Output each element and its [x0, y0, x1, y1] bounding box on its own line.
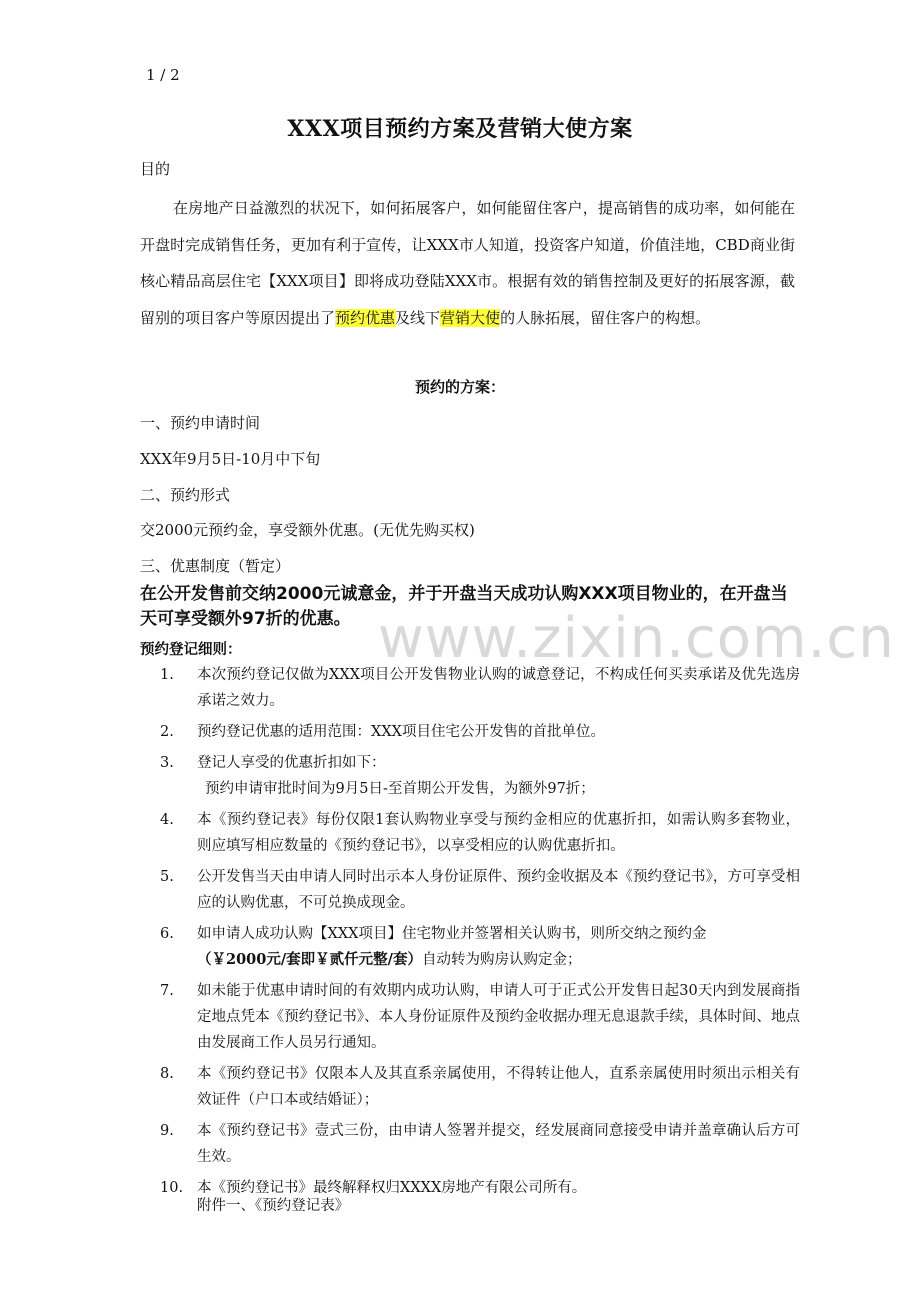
attachment-note: 附件一、《预约登记表》 — [197, 1198, 350, 1214]
list-item-subline: 预约申请审批时间为9月5日-至首期公开发售，为额外97折； — [205, 781, 595, 797]
list-item: 1. 本次预约登记仅做为XXX项目公开发售物业认购的诚意登记，不构成任何买卖承诺及优先选房承诺之效力。 — [160, 667, 800, 709]
list-item: 5. 公开发售当天由申请人同时出示本人身份证原件、预约金收据及本《预约登记书》，方可享受相应的认购优惠，不可兑换成现金。 — [160, 869, 800, 911]
purpose-heading: 目的 — [140, 160, 171, 178]
list-item: 6. 如申请人成功认购【XXX项目】住宅物业并签署相关认购书，则所交纳之预约金 （￥2000元/套即￥贰仟元整/套）自动转为购房认购定金； — [160, 926, 707, 968]
list-item: 9. 本《预约登记书》壹式三份，由申请人签署并提交，经发展商同意接受申请并盖章确认后方可生效。 — [160, 1123, 800, 1165]
section2-heading: 二、预约形式 — [140, 486, 231, 504]
site-watermark: www.zixin.com.cn — [378, 606, 895, 671]
offer-text: 在公开发售前交纳2000元诚意金，并于开盘当天成功认购XXX项目物业的，在开盘当天可享受额外97折的优惠。 — [140, 584, 788, 629]
document-title: XXX项目预约方案及营销大使方案 — [287, 116, 633, 142]
section1-heading: 一、预约申请时间 — [140, 414, 261, 432]
list-item: 7. 如未能于优惠申请时间的有效期内成功认购，申请人可于正式公开发售日起30天内到发展商指定地点凭本《预约登记书》、本人身份证原件及预约金收据办理无息退款手续，具体时间、地点由发展商工作人员另行通知。 — [160, 983, 800, 1051]
section1-text: XXX年9月5日-10月中下旬 — [140, 450, 321, 468]
page-number: 1 / 2 — [146, 66, 180, 84]
section3-heading: 三、优惠制度（暂定） — [140, 557, 291, 575]
section2-text: 交2000元预约金，享受额外优惠。(无优先购买权) — [140, 521, 475, 539]
list-item: 2. 预约登记优惠的适用范围：XXX项目住宅公开发售的首批单位。 — [160, 724, 605, 740]
intro-paragraph: 在房地产日益激烈的状况下，如何拓展客户，如何能留住客户，提高销售的成功率，如何能在开盘时完成销售任务，更加有利于宣传，让XXX市人知道，投资客户知道，价值洼地，CBD商业街核心精品高层住宅【XXX项目】即将成功登陆XXX市。根据有效的销售控制及更好的拓展客源，截留别的项目客户等原因提出了预约优惠及线下营销大使的人脉拓展，留住客户的构想。 — [140, 199, 795, 327]
deposit-amount: （￥2000元/套即￥贰仟元整/套） — [197, 951, 422, 968]
highlight-preorder-discount: 预约优惠 — [335, 308, 396, 327]
highlight-marketing-ambassador: 营销大使 — [440, 308, 501, 327]
rules-list — [160, 662, 800, 1206]
plan-heading: 预约的方案： — [414, 378, 505, 396]
list-item: 3. 登记人享受的优惠折扣如下： 预约申请审批时间为9月5日-至首期公开发售，为额外97折； — [160, 750, 800, 802]
list-item: 10. 本《预约登记书》最终解释权归XXXX房地产有限公司所有。 — [160, 1180, 587, 1196]
list-item: 4. 本《预约登记表》每份仅限1套认购物业享受与预约金相应的优惠折扣，如需认购多套物业，则应填写相应数量的《预约登记书》，以享受相应的认购优惠折扣。 — [160, 812, 800, 854]
rules-heading: 预约登记细则： — [140, 642, 242, 658]
list-item: 8. 本《预约登记书》仅限本人及其直系亲属使用，不得转让他人，直系亲属使用时须出示相关有效证件（户口本或结婚证）； — [160, 1066, 800, 1108]
